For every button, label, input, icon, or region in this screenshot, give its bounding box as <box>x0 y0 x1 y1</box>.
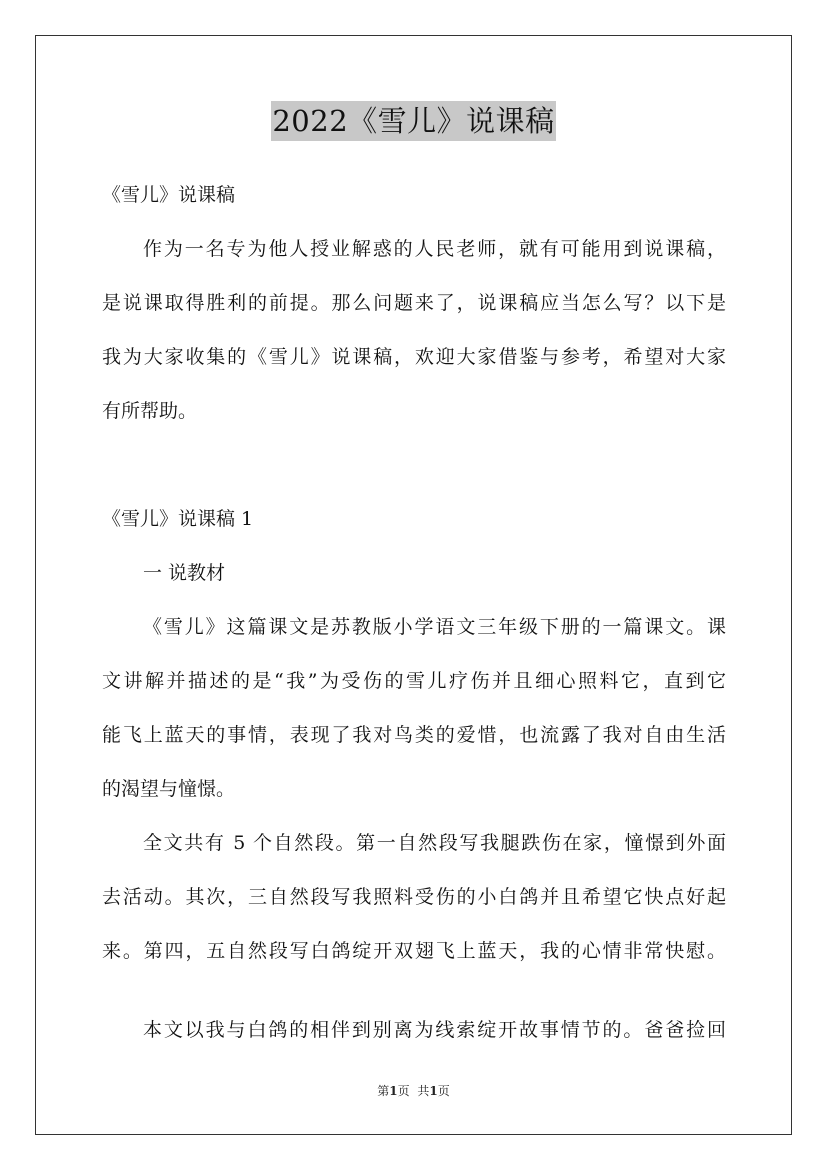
page-footer <box>0 1083 827 1099</box>
paragraph-line: 我为大家收集的《雪儿》说课稿，欢迎大家借鉴与参考，希望对大家 <box>102 346 726 368</box>
paragraph-line: 有所帮助。 <box>102 400 198 422</box>
section-heading: 《雪儿》说课稿 1 <box>102 508 254 530</box>
paragraph-line: 来。第四，五自然段写白鸽绽开双翅飞上蓝天，我的心情非常快慰。 <box>102 940 726 962</box>
footer-page-prefix: 第 <box>377 1084 390 1098</box>
title-container <box>0 101 827 141</box>
paragraph-line: 的渴望与憧憬。 <box>102 778 236 800</box>
footer-total-number: 1 <box>429 1084 438 1098</box>
paragraph-line: 全文共有 5 个自然段。第一自然段写我腿跌伤在家，憧憬到外面 <box>143 832 726 854</box>
paragraph-line: 文讲解并描述的是“我”为受伤的雪儿疗伤并且细心照料它，直到它 <box>102 670 726 692</box>
paragraph-line: 本文以我与白鸽的相伴到别离为线索绽开故事情节的。爸爸捡回 <box>143 1019 726 1041</box>
paragraph-line: 能飞上蓝天的事情，表现了我对鸟类的爱惜，也流露了我对自由生活 <box>102 724 726 746</box>
paragraph-line: 去活动。其次，三自然段写我照料受伤的小白鸽并且希望它快点好起 <box>102 886 726 908</box>
paragraph-line: 作为一名专为他人授业解惑的人民老师，就有可能用到说课稿， <box>143 238 726 260</box>
footer-page-number: 1 <box>389 1084 398 1098</box>
paragraph-line: 《雪儿》这篇课文是苏教版小学语文三年级下册的一篇课文。课 <box>143 616 726 638</box>
subsection-heading: 一 说教材 <box>143 562 226 584</box>
footer-total-prefix: 共 <box>417 1084 430 1098</box>
footer-total-suffix: 页 <box>437 1084 450 1098</box>
footer-page-suffix: 页 <box>397 1084 410 1098</box>
document-title: 2022《雪儿》说课稿 <box>271 101 555 141</box>
subtitle-line: 《雪儿》说课稿 <box>102 184 236 206</box>
paragraph-line: 是说课取得胜利的前提。那么问题来了，说课稿应当怎么写？以下是 <box>102 292 726 314</box>
